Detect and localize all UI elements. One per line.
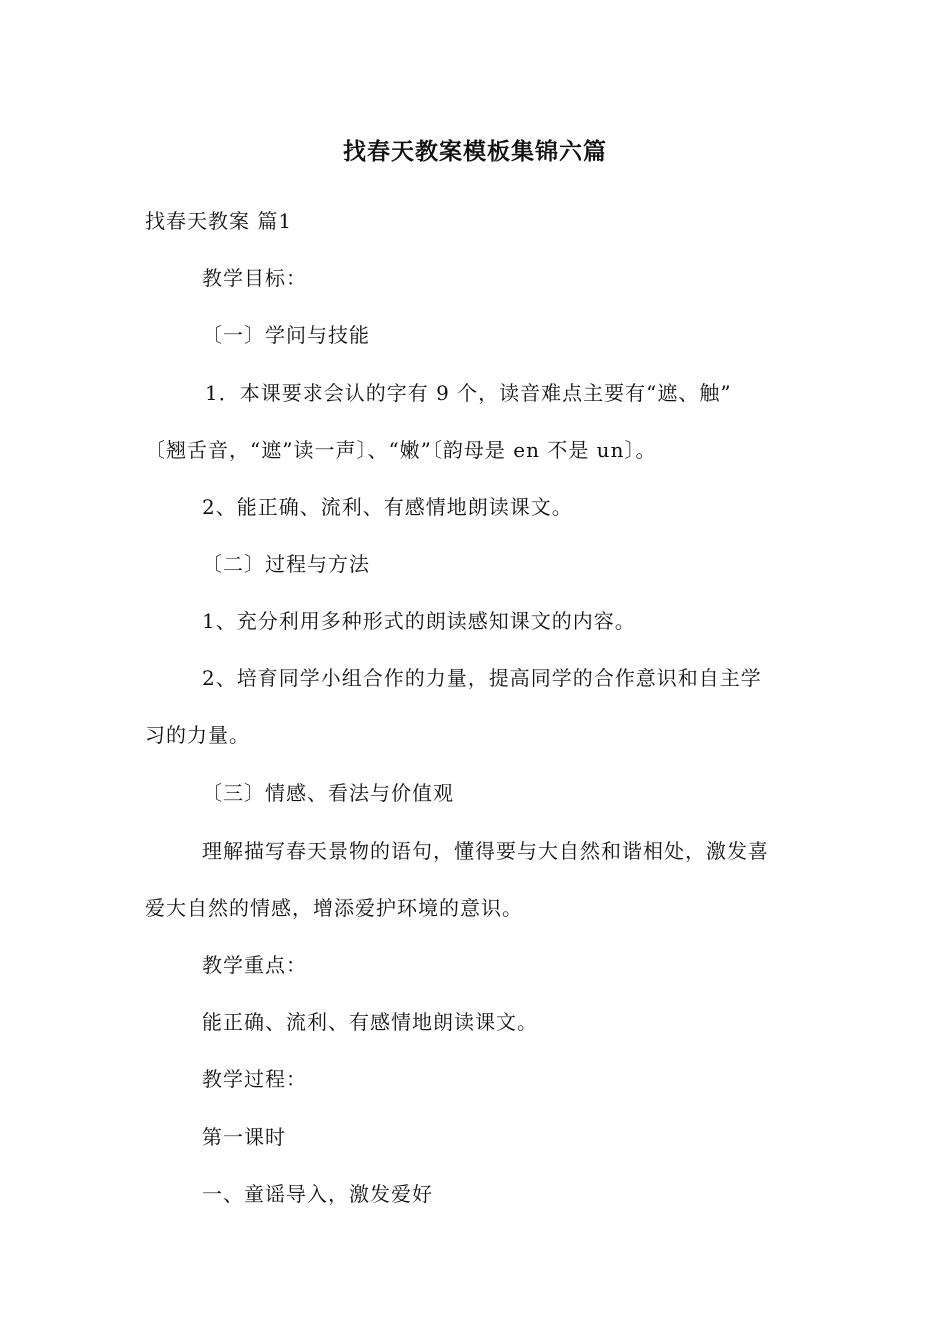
paragraph-line: 〔一〕学问与技能 <box>202 323 370 347</box>
paragraph-line: 〔三〕情感、看法与价值观 <box>202 781 454 805</box>
section-heading: 找春天教案 篇1 <box>145 209 293 233</box>
paragraph-line: 理解描写春天景物的语句，懂得要与大自然和谐相处，激发喜 <box>202 839 769 863</box>
paragraph-line: 爱大自然的情感，增添爱护环境的意识。 <box>145 896 523 920</box>
paragraph-line: 教学重点： <box>202 953 307 977</box>
paragraph-line: 〔翘舌音，“遮”读一声〕、“嫩”〔韵母是 en 不是 un〕。 <box>145 438 657 462</box>
paragraph-line: 第一课时 <box>202 1125 286 1149</box>
paragraph-line: 2、培育同学小组合作的力量，提高同学的合作意识和自主学 <box>202 666 762 690</box>
paragraph-line: 一、童谣导入，激发爱好 <box>202 1182 433 1206</box>
paragraph-line: 教学过程： <box>202 1067 307 1091</box>
document-title: 找春天教案模板集锦六篇 <box>343 138 607 165</box>
paragraph-line: 1．本课要求会认的字有 9 个，读音难点主要有“遮、触” <box>205 381 732 405</box>
paragraph-line: 习的力量。 <box>145 723 250 747</box>
paragraph-line: 1、充分利用多种形式的朗读感知课文的内容。 <box>202 609 636 633</box>
paragraph-line: 教学目标： <box>202 266 307 290</box>
paragraph-line: 〔二〕过程与方法 <box>202 552 370 576</box>
paragraph-line: 2、能正确、流利、有感情地朗读课文。 <box>202 495 573 519</box>
paragraph-line: 能正确、流利、有感情地朗读课文。 <box>202 1010 538 1034</box>
